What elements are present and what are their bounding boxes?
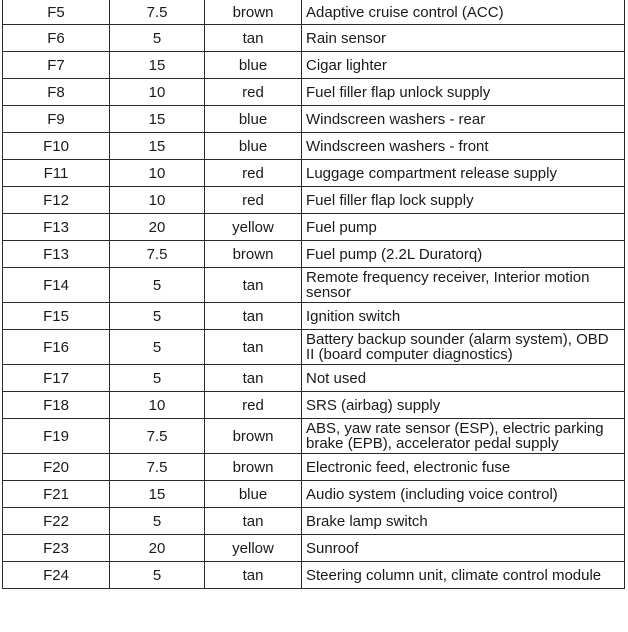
- fuse-color-cell: tan: [205, 562, 302, 589]
- table-row: [3, 392, 625, 419]
- circuit-description-cell: Electronic feed, electronic fuse: [302, 454, 625, 481]
- fuse-color-cell: tan: [205, 365, 302, 392]
- table-row: [3, 268, 625, 303]
- amperage-cell: 10: [110, 392, 205, 419]
- fuse-id-cell: F22: [3, 508, 110, 535]
- table-row: [3, 106, 625, 133]
- fuse-color-cell: tan: [205, 330, 302, 365]
- amperage-cell: 5: [110, 508, 205, 535]
- circuit-description-cell: Ignition switch: [302, 303, 625, 330]
- fuse-color-cell: yellow: [205, 535, 302, 562]
- amperage-cell: 15: [110, 133, 205, 160]
- amperage-cell: 20: [110, 535, 205, 562]
- table-row: [3, 419, 625, 454]
- amperage-cell: 5: [110, 25, 205, 52]
- table-row: [3, 133, 625, 160]
- table-row: [3, 52, 625, 79]
- amperage-cell: 15: [110, 52, 205, 79]
- fuse-id-cell: F17: [3, 365, 110, 392]
- circuit-description-cell: Audio system (including voice control): [302, 481, 625, 508]
- table-row: [3, 303, 625, 330]
- fuse-color-cell: brown: [205, 419, 302, 454]
- fuse-color-cell: yellow: [205, 214, 302, 241]
- table-row: [3, 508, 625, 535]
- fuse-color-cell: blue: [205, 106, 302, 133]
- circuit-description-cell: Fuel filler flap lock supply: [302, 187, 625, 214]
- fuse-id-cell: F18: [3, 392, 110, 419]
- circuit-description-cell: Cigar lighter: [302, 52, 625, 79]
- fuse-color-cell: tan: [205, 303, 302, 330]
- fuse-color-cell: brown: [205, 0, 302, 25]
- table-row: [3, 330, 625, 365]
- circuit-description-cell: Luggage compartment release supply: [302, 160, 625, 187]
- fuse-id-cell: F20: [3, 454, 110, 481]
- amperage-cell: 10: [110, 79, 205, 106]
- fuse-color-cell: tan: [205, 268, 302, 303]
- fuse-id-cell: F10: [3, 133, 110, 160]
- fuse-id-cell: F21: [3, 481, 110, 508]
- table-row: [3, 454, 625, 481]
- table-row: [3, 187, 625, 214]
- amperage-cell: 5: [110, 268, 205, 303]
- fuse-color-cell: red: [205, 392, 302, 419]
- fuse-id-cell: F13: [3, 241, 110, 268]
- circuit-description-cell: Remote frequency receiver, Interior motion sensor: [302, 268, 625, 303]
- amperage-cell: 7.5: [110, 241, 205, 268]
- amperage-cell: 7.5: [110, 419, 205, 454]
- fuse-color-cell: brown: [205, 454, 302, 481]
- circuit-description-cell: Windscreen washers - rear: [302, 106, 625, 133]
- table-row: [3, 79, 625, 106]
- fuse-id-cell: F5: [3, 0, 110, 25]
- amperage-cell: 20: [110, 214, 205, 241]
- amperage-cell: 7.5: [110, 0, 205, 25]
- circuit-description-cell: Rain sensor: [302, 25, 625, 52]
- fuse-id-cell: F14: [3, 268, 110, 303]
- fuse-color-cell: tan: [205, 508, 302, 535]
- fuse-id-cell: F23: [3, 535, 110, 562]
- circuit-description-cell: Adaptive cruise control (ACC): [302, 0, 625, 25]
- circuit-description-cell: Windscreen washers - front: [302, 133, 625, 160]
- amperage-cell: 10: [110, 160, 205, 187]
- fuse-color-cell: blue: [205, 52, 302, 79]
- table-row: [3, 214, 625, 241]
- circuit-description-cell: Fuel pump (2.2L Duratorq): [302, 241, 625, 268]
- table-row: [3, 241, 625, 268]
- circuit-description-cell: Steering column unit, climate control module: [302, 562, 625, 589]
- fuse-color-cell: blue: [205, 133, 302, 160]
- fuse-id-cell: F7: [3, 52, 110, 79]
- table-row: [3, 481, 625, 508]
- fuse-id-cell: F8: [3, 79, 110, 106]
- fuse-id-cell: F11: [3, 160, 110, 187]
- fuse-table: [2, 0, 625, 589]
- circuit-description-cell: SRS (airbag) supply: [302, 392, 625, 419]
- amperage-cell: 5: [110, 303, 205, 330]
- circuit-description-cell: Fuel pump: [302, 214, 625, 241]
- circuit-description-cell: Fuel filler flap unlock supply: [302, 79, 625, 106]
- fuse-color-cell: tan: [205, 25, 302, 52]
- circuit-description-cell: Battery backup sounder (alarm system), OBD II (board computer diagnostics): [302, 330, 625, 365]
- amperage-cell: 5: [110, 365, 205, 392]
- fuse-id-cell: F12: [3, 187, 110, 214]
- fuse-id-cell: F19: [3, 419, 110, 454]
- amperage-cell: 5: [110, 330, 205, 365]
- table-row: [3, 0, 625, 25]
- fuse-id-cell: F13: [3, 214, 110, 241]
- table-row: [3, 365, 625, 392]
- fuse-color-cell: red: [205, 187, 302, 214]
- fuse-id-cell: F6: [3, 25, 110, 52]
- table-row: [3, 562, 625, 589]
- amperage-cell: 10: [110, 187, 205, 214]
- fuse-id-cell: F16: [3, 330, 110, 365]
- fuse-id-cell: F9: [3, 106, 110, 133]
- fuse-color-cell: blue: [205, 481, 302, 508]
- amperage-cell: 15: [110, 106, 205, 133]
- circuit-description-cell: Sunroof: [302, 535, 625, 562]
- table-row: [3, 535, 625, 562]
- circuit-description-cell: Not used: [302, 365, 625, 392]
- fuse-color-cell: red: [205, 160, 302, 187]
- amperage-cell: 5: [110, 562, 205, 589]
- fuse-color-cell: red: [205, 79, 302, 106]
- circuit-description-cell: Brake lamp switch: [302, 508, 625, 535]
- fuse-id-cell: F24: [3, 562, 110, 589]
- fuse-color-cell: brown: [205, 241, 302, 268]
- fuse-id-cell: F15: [3, 303, 110, 330]
- table-row: [3, 160, 625, 187]
- amperage-cell: 7.5: [110, 454, 205, 481]
- circuit-description-cell: ABS, yaw rate sensor (ESP), electric parking brake (EPB), accelerator pedal supply: [302, 419, 625, 454]
- table-row: [3, 25, 625, 52]
- amperage-cell: 15: [110, 481, 205, 508]
